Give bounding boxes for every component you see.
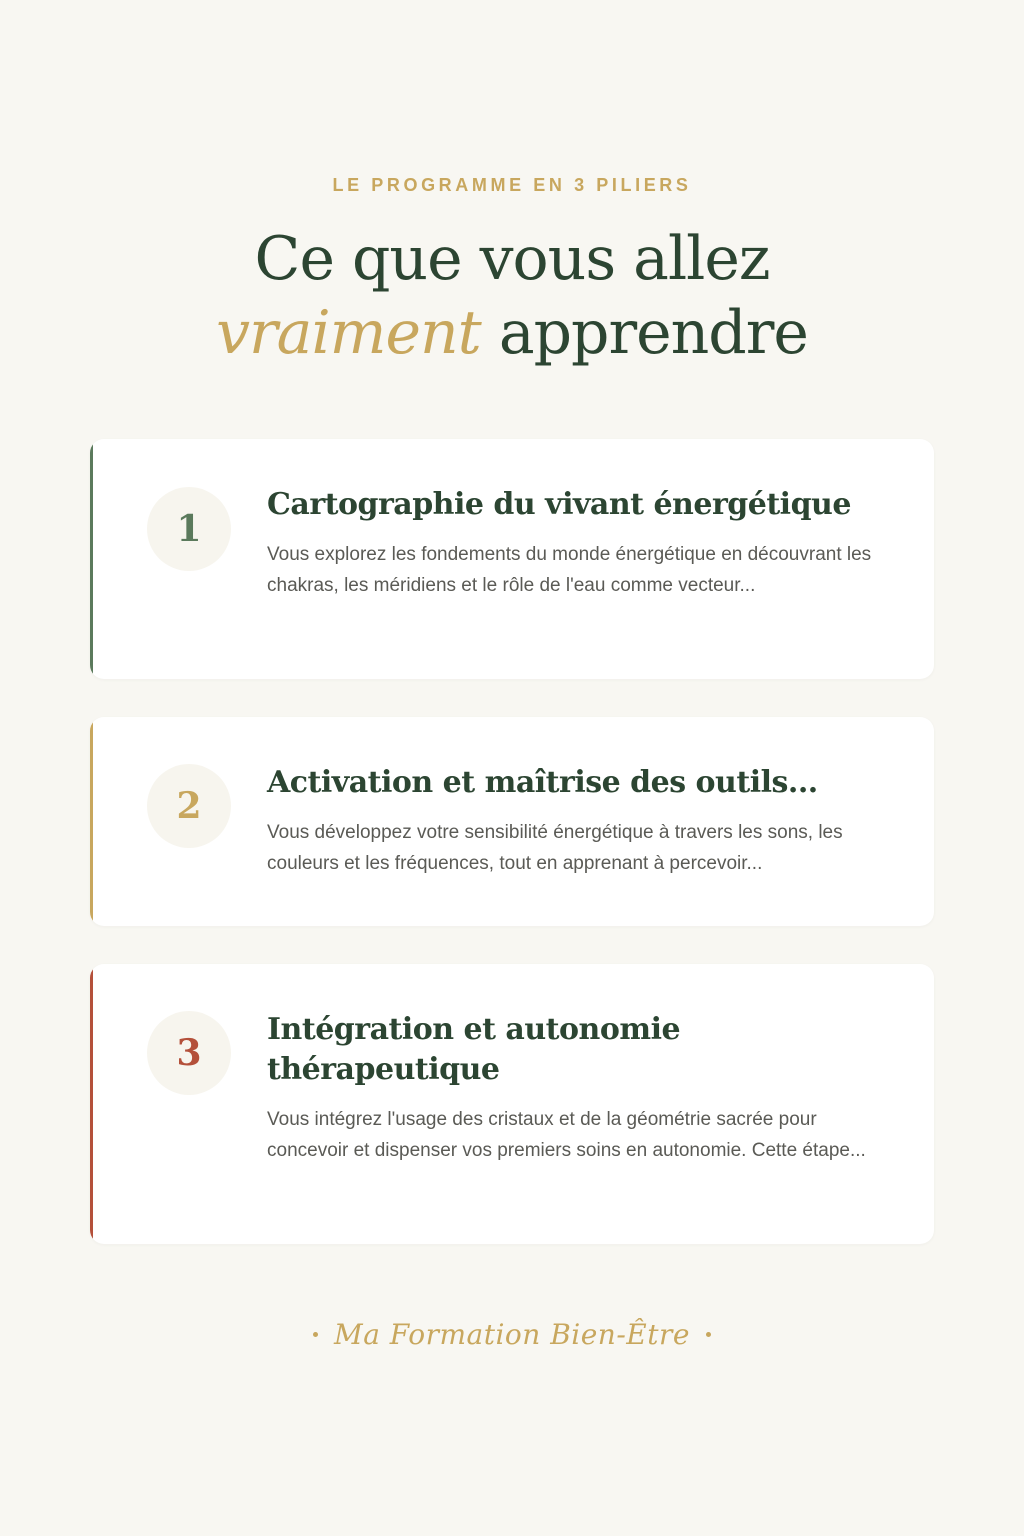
pillar-description: Vous explorez les fondements du monde énergétique en découvrant les chakras, les méridiens et le rôle de l'eau comme vecteur... [267, 544, 872, 596]
pillar-card-3 [90, 964, 934, 1244]
pillar-card-1 [90, 439, 934, 679]
pillar-content [267, 763, 894, 879]
pillar-title: Intégration et autonomie thérapeutique [267, 1012, 681, 1087]
pillar-content [267, 1010, 894, 1166]
headline-line-1: Ce que vous allez [254, 224, 770, 294]
pillar-content [267, 485, 894, 601]
pillar-title: Cartographie du vivant énergétique [267, 487, 851, 522]
pillar-accent-bar [90, 964, 93, 1244]
headline-line-2 [0, 296, 1024, 370]
headline-line-2-rest: apprendre [480, 298, 808, 368]
footer-dot-left [313, 1332, 318, 1337]
pillar-accent-bar [90, 439, 93, 679]
pillar-description: Vous développez votre sensibilité énergétique à travers les sons, les couleurs et les fréquences, tout en apprenant à percevoir... [267, 822, 843, 874]
headline-accent: vraiment [216, 298, 481, 368]
footer-dot-right [706, 1332, 711, 1337]
pillar-card-2 [90, 717, 934, 926]
footer [0, 1318, 1024, 1351]
section-headline [0, 222, 1024, 370]
pillar-description: Vous intégrez l'usage des cristaux et de la géométrie sacrée pour concevoir et dispenser vos premiers soins en autonomie. Cette étape... [267, 1109, 866, 1161]
section-eyebrow: LE PROGRAMME EN 3 PILIERS [332, 175, 692, 195]
pillar-number-badge: 3 [147, 1011, 231, 1095]
pillar-number-badge: 1 [147, 487, 231, 571]
pillar-number-badge: 2 [147, 764, 231, 848]
footer-brand: Ma Formation Bien-Être [334, 1318, 690, 1351]
pillar-title: Activation et maîtrise des outils... [267, 765, 818, 800]
pillar-accent-bar [90, 717, 93, 926]
